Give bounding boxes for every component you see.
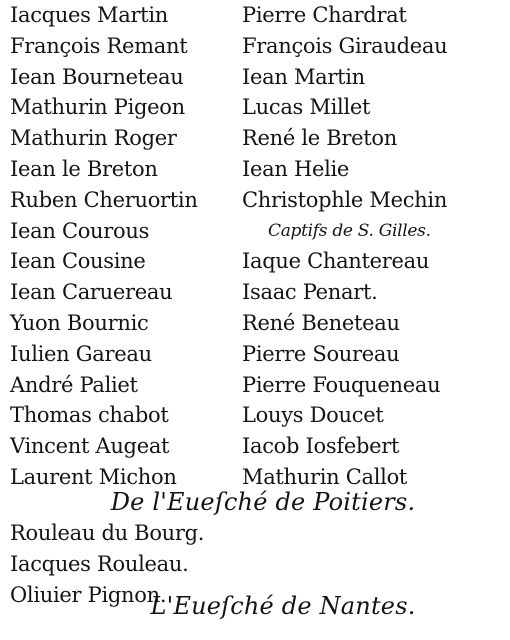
- name-entry: Mathurin Roger: [10, 126, 177, 151]
- name-entry: Iacques Rouleau.: [10, 551, 189, 576]
- name-entry: François Remant: [10, 33, 188, 58]
- name-entry: Iacob Iosfebert: [242, 434, 400, 459]
- right-name-column: [242, 0, 502, 493]
- name-entry: Lucas Millet: [242, 95, 371, 120]
- name-entry: René le Breton: [242, 126, 397, 151]
- name-entry: Pierre Chardrat: [242, 3, 407, 27]
- name-entry: Vincent Augeat: [10, 434, 170, 459]
- name-entry: Iean Cousine: [10, 249, 146, 274]
- name-entry: Iacques Martin: [10, 3, 168, 27]
- name-entry: François Giraudeau: [242, 33, 448, 58]
- name-entry: Mathurin Callot: [242, 464, 408, 489]
- name-entry: Isaac Penart.: [242, 280, 378, 305]
- name-entry: Louys Doucet: [242, 403, 384, 428]
- name-entry: Iaque Chantereau: [242, 249, 430, 274]
- name-entry: Christophle Mechin: [242, 187, 448, 212]
- name-entry: Iean le Breton: [10, 156, 158, 181]
- name-entry: Iean Caruereau: [10, 280, 173, 305]
- name-entry: Yuon Bournic: [10, 310, 149, 335]
- name-entry: Iean Helie: [242, 156, 350, 181]
- name-entry: Pierre Soureau: [242, 341, 400, 366]
- name-entry: Iulien Gareau: [10, 341, 152, 366]
- name-entry: Ruben Cheruortin: [10, 187, 198, 212]
- name-entry: Rouleau du Bourg.: [10, 521, 205, 545]
- captifs-heading: Captifs de S. Gilles.: [268, 220, 431, 241]
- name-entry: Laurent Michon: [10, 464, 177, 489]
- name-entry: Iean Bourneteau: [10, 64, 184, 89]
- name-entry: Mathurin Pigeon: [10, 95, 185, 120]
- left-name-column: [10, 0, 238, 493]
- section-title-nantes: L'Eueſché de Nantes.: [150, 592, 416, 620]
- section-title-poitiers: De l'Eueſché de Poitiers.: [110, 488, 416, 516]
- name-entry: André Paliet: [10, 372, 138, 397]
- name-entry: Iean Martin: [242, 64, 365, 89]
- name-entry: Oliuier Pignon.: [10, 582, 167, 607]
- name-entry: René Beneteau: [242, 310, 400, 335]
- name-entry: Iean Courous: [10, 218, 150, 243]
- name-entry: Pierre Fouqueneau: [242, 372, 441, 397]
- name-entry: Thomas chabot: [10, 403, 169, 428]
